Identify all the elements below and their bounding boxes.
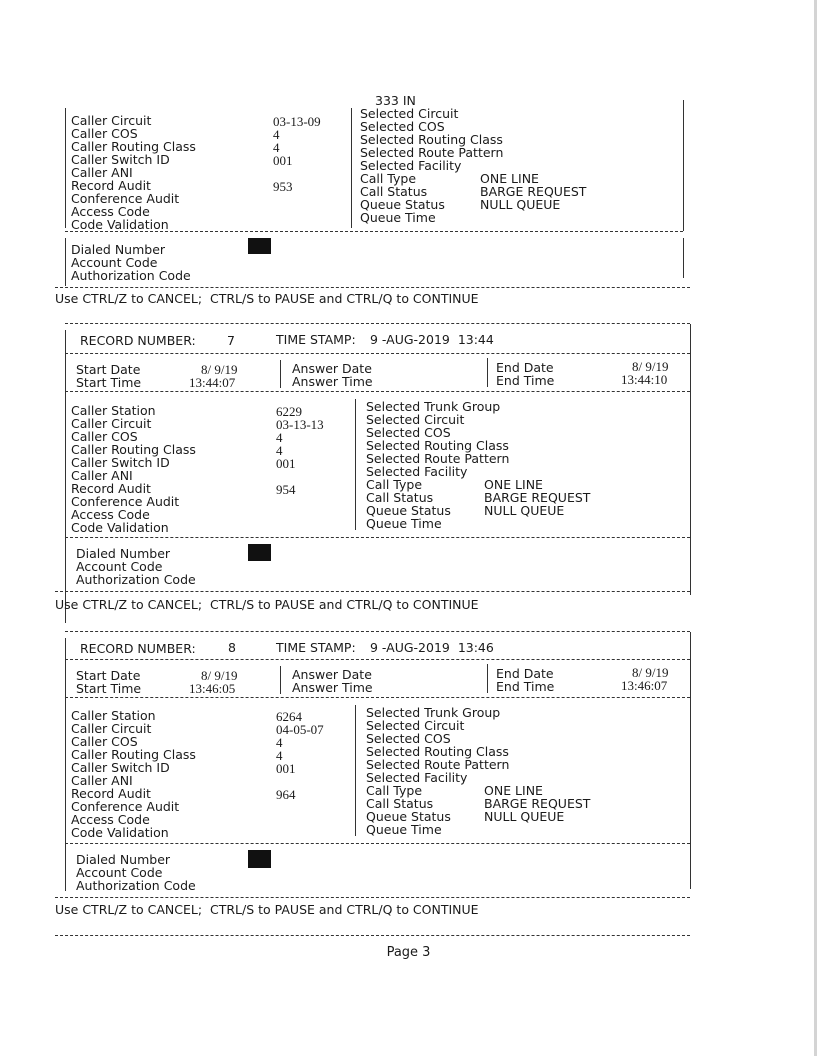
left-border — [65, 330, 66, 623]
section-divider — [65, 353, 690, 354]
record-audit-value: 953 — [273, 179, 293, 194]
section-divider — [55, 935, 690, 936]
section-divider — [65, 843, 690, 844]
record-audit-label: Record Audit — [71, 178, 151, 193]
account-code-label: Account Code — [76, 865, 163, 880]
column-separator — [355, 705, 356, 836]
caller-switch-id-label: Caller Switch ID — [71, 455, 170, 470]
record-audit-label: Record Audit — [71, 786, 151, 801]
access-code-label: Access Code — [71, 812, 150, 827]
selected-routing-class-label: Selected Routing Class — [366, 438, 509, 453]
caller-routing-class-value: 4 — [273, 140, 280, 155]
redaction-block — [248, 544, 271, 561]
start-date-value: 8/ 9/19 — [201, 668, 238, 683]
authorization-code-label: Authorization Code — [71, 268, 191, 283]
selected-facility-label: Selected Facility — [360, 158, 462, 173]
caller-station-label: Caller Station — [71, 403, 156, 418]
end-time-label: End Time — [496, 373, 555, 388]
dialed-number-label: Dialed Number — [76, 546, 171, 561]
time-stamp-value: 9 -AUG-2019 13:44 — [370, 332, 494, 347]
section-divider — [65, 391, 690, 392]
selected-trunk-group-value: 333 IN — [375, 93, 416, 108]
selected-trunk-group-label: Selected Trunk Group — [366, 705, 501, 720]
dialed-number-label: Dialed Number — [71, 242, 166, 257]
column-separator — [280, 666, 281, 694]
right-border — [683, 100, 684, 231]
conference-audit-label: Conference Audit — [71, 191, 180, 206]
caller-routing-class-value: 4 — [276, 748, 283, 763]
call-type-label: Call Type — [360, 171, 417, 186]
selected-circuit-label: Selected Circuit — [360, 106, 459, 121]
column-separator — [355, 399, 356, 530]
caller-circuit-value: 03-13-13 — [276, 417, 324, 432]
section-divider — [55, 287, 690, 288]
start-time-value: 13:44:07 — [189, 375, 236, 390]
code-validation-label: Code Validation — [71, 520, 169, 535]
call-type-value: ONE LINE — [480, 171, 539, 186]
caller-routing-class-value: 4 — [276, 443, 283, 458]
answer-date-label: Answer Date — [292, 667, 372, 682]
caller-switch-id-value: 001 — [276, 761, 296, 776]
selected-route-pattern-label: Selected Route Pattern — [366, 451, 510, 466]
caller-ani-label: Caller ANI — [71, 773, 133, 788]
account-code-label: Account Code — [76, 559, 163, 574]
call-status-value: BARGE REQUEST — [484, 796, 591, 811]
start-date-label: Start Date — [76, 362, 141, 377]
section-divider — [65, 231, 683, 232]
caller-station-value: 6229 — [276, 404, 302, 419]
queue-status-value: NULL QUEUE — [484, 503, 565, 518]
start-date-label: Start Date — [76, 668, 141, 683]
page-number: Page 3 — [386, 945, 431, 960]
caller-circuit-value: 03-13-09 — [273, 114, 321, 129]
call-type-label: Call Type — [366, 477, 423, 492]
caller-cos-value: 4 — [276, 430, 283, 445]
queue-time-label: Queue Time — [366, 516, 442, 531]
end-time-label: End Time — [496, 679, 555, 694]
selected-circuit-label: Selected Circuit — [366, 412, 465, 427]
record-audit-value: 954 — [276, 482, 296, 497]
caller-ani-label: Caller ANI — [71, 165, 133, 180]
caller-switch-id-label: Caller Switch ID — [71, 152, 170, 167]
right-border — [690, 324, 691, 595]
end-time-value: 13:44:10 — [621, 372, 668, 387]
record-number-value: 7 — [227, 333, 235, 348]
caller-switch-id-label: Caller Switch ID — [71, 760, 170, 775]
end-date-label: End Date — [496, 360, 554, 375]
authorization-code-label: Authorization Code — [76, 878, 196, 893]
conference-audit-label: Conference Audit — [71, 494, 180, 509]
answer-date-label: Answer Date — [292, 361, 372, 376]
answer-time-label: Answer Time — [292, 680, 373, 695]
section-divider — [55, 897, 690, 898]
caller-cos-label: Caller COS — [71, 429, 138, 444]
selected-cos-label: Selected COS — [366, 425, 451, 440]
cancel-instruction: Use CTRL/Z to CANCEL; CTRL/S to PAUSE and CTRL/Q to CONTINUE — [55, 902, 479, 917]
selected-facility-label: Selected Facility — [366, 770, 468, 785]
caller-routing-class-label: Caller Routing Class — [71, 139, 196, 154]
left-border — [65, 238, 66, 286]
caller-ani-label: Caller ANI — [71, 468, 133, 483]
selected-route-pattern-label: Selected Route Pattern — [360, 145, 504, 160]
queue-status-value: NULL QUEUE — [484, 809, 565, 824]
cancel-instruction: Use CTRL/Z to CANCEL; CTRL/S to PAUSE and CTRL/Q to CONTINUE — [55, 291, 479, 306]
record-number-label: RECORD NUMBER: — [80, 641, 196, 656]
queue-status-value: NULL QUEUE — [480, 197, 561, 212]
account-code-label: Account Code — [71, 255, 158, 270]
caller-station-label: Caller Station — [71, 708, 156, 723]
queue-status-label: Queue Status — [366, 503, 451, 518]
caller-circuit-label: Caller Circuit — [71, 113, 152, 128]
time-stamp-value: 9 -AUG-2019 13:46 — [370, 640, 494, 655]
record-number-value: 8 — [228, 640, 236, 655]
call-status-label: Call Status — [366, 490, 434, 505]
left-border — [65, 638, 66, 891]
selected-facility-label: Selected Facility — [366, 464, 468, 479]
selected-cos-label: Selected COS — [360, 119, 445, 134]
end-date-value: 8/ 9/19 — [632, 359, 669, 374]
column-separator — [487, 664, 488, 693]
redaction-block — [248, 850, 271, 868]
end-date-label: End Date — [496, 666, 554, 681]
column-separator — [487, 358, 488, 387]
queue-status-label: Queue Status — [360, 197, 445, 212]
start-date-value: 8/ 9/19 — [201, 362, 238, 377]
call-type-value: ONE LINE — [484, 783, 543, 798]
redaction-block — [248, 238, 271, 254]
caller-cos-value: 4 — [273, 127, 280, 142]
call-type-label: Call Type — [366, 783, 423, 798]
selected-routing-class-label: Selected Routing Class — [360, 132, 503, 147]
left-border — [65, 108, 66, 228]
selected-trunk-group-label: Selected Trunk Group — [366, 399, 501, 414]
time-stamp-label: TIME STAMP: — [276, 332, 356, 347]
selected-route-pattern-label: Selected Route Pattern — [366, 757, 510, 772]
caller-cos-label: Caller COS — [71, 734, 138, 749]
call-status-value: BARGE REQUEST — [484, 490, 591, 505]
record-number-label: RECORD NUMBER: — [80, 333, 196, 348]
authorization-code-label: Authorization Code — [76, 572, 196, 587]
column-separator — [351, 108, 352, 228]
call-type-value: ONE LINE — [484, 477, 543, 492]
end-time-value: 13:46:07 — [621, 678, 668, 693]
time-stamp-label: TIME STAMP: — [276, 640, 356, 655]
access-code-label: Access Code — [71, 204, 150, 219]
start-time-value: 13:46:05 — [189, 681, 236, 696]
selected-routing-class-label: Selected Routing Class — [366, 744, 509, 759]
section-divider — [65, 697, 690, 698]
dialed-number-label: Dialed Number — [76, 852, 171, 867]
section-divider — [65, 537, 690, 538]
call-status-label: Call Status — [366, 796, 434, 811]
caller-routing-class-label: Caller Routing Class — [71, 747, 196, 762]
code-validation-label: Code Validation — [71, 217, 169, 232]
section-divider — [65, 659, 690, 660]
right-border — [683, 238, 684, 278]
call-status-label: Call Status — [360, 184, 428, 199]
caller-cos-label: Caller COS — [71, 126, 138, 141]
start-time-label: Start Time — [76, 375, 142, 390]
record-audit-label: Record Audit — [71, 481, 151, 496]
column-separator — [280, 360, 281, 388]
record-audit-value: 964 — [276, 787, 296, 802]
right-border — [690, 632, 691, 889]
section-divider — [55, 591, 690, 592]
section-divider — [65, 323, 690, 324]
caller-circuit-label: Caller Circuit — [71, 416, 152, 431]
call-status-value: BARGE REQUEST — [480, 184, 587, 199]
caller-routing-class-label: Caller Routing Class — [71, 442, 196, 457]
section-divider — [65, 631, 690, 632]
access-code-label: Access Code — [71, 507, 150, 522]
caller-cos-value: 4 — [276, 735, 283, 750]
caller-circuit-label: Caller Circuit — [71, 721, 152, 736]
queue-time-label: Queue Time — [360, 210, 436, 225]
selected-cos-label: Selected COS — [366, 731, 451, 746]
cancel-instruction: Use CTRL/Z to CANCEL; CTRL/S to PAUSE and CTRL/Q to CONTINUE — [55, 597, 479, 612]
queue-status-label: Queue Status — [366, 809, 451, 824]
caller-switch-id-value: 001 — [276, 456, 296, 471]
selected-circuit-label: Selected Circuit — [366, 718, 465, 733]
code-validation-label: Code Validation — [71, 825, 169, 840]
caller-switch-id-value: 001 — [273, 153, 293, 168]
caller-circuit-value: 04-05-07 — [276, 722, 324, 737]
queue-time-label: Queue Time — [366, 822, 442, 837]
caller-station-value: 6264 — [276, 709, 302, 724]
conference-audit-label: Conference Audit — [71, 799, 180, 814]
answer-time-label: Answer Time — [292, 374, 373, 389]
start-time-label: Start Time — [76, 681, 142, 696]
end-date-value: 8/ 9/19 — [632, 665, 669, 680]
